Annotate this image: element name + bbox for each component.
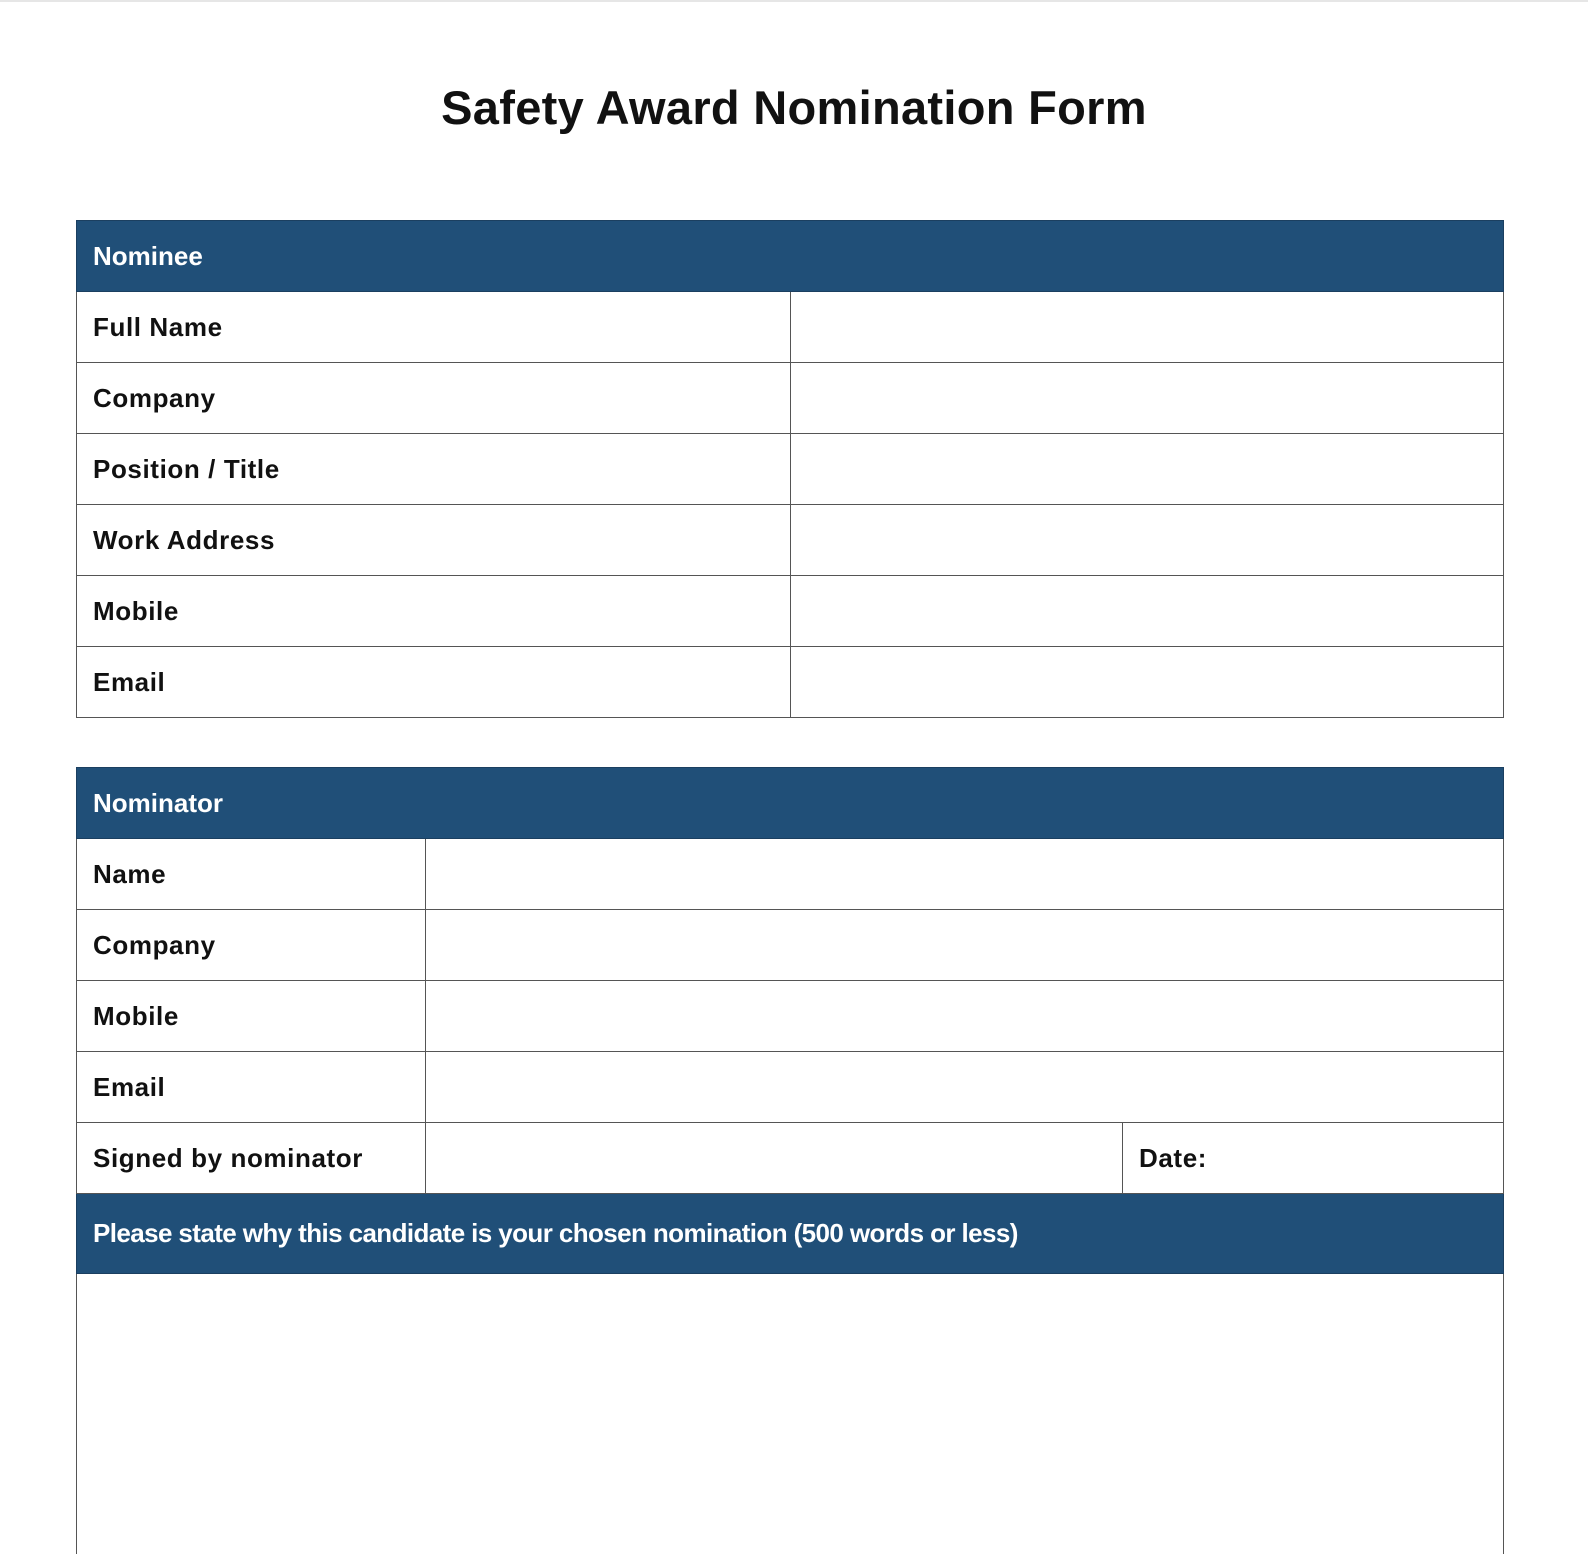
field-label: Work Address [77, 505, 791, 576]
signature-field[interactable] [426, 1123, 1123, 1194]
reason-header: Please state why this candidate is your chosen nomination (500 words or less) [77, 1194, 1504, 1274]
field-label: Email [77, 647, 791, 718]
table-row [77, 1052, 1504, 1123]
table-row [77, 1123, 1504, 1194]
field-label: Mobile [77, 981, 426, 1052]
company-field[interactable] [790, 363, 1504, 434]
table-row [77, 910, 1504, 981]
reason-textarea[interactable] [77, 1274, 1504, 1554]
field-label: Mobile [77, 576, 791, 647]
nominator-name-field[interactable] [426, 839, 1504, 910]
table-row [77, 576, 1504, 647]
top-divider [0, 0, 1588, 2]
nominator-table [76, 767, 1504, 1554]
work-address-field[interactable] [790, 505, 1504, 576]
nominator-company-field[interactable] [426, 910, 1504, 981]
page-title: Safety Award Nomination Form [441, 81, 1147, 134]
table-row [77, 981, 1504, 1052]
field-label: Company [77, 910, 426, 981]
email-field[interactable] [790, 647, 1504, 718]
field-label: Email [77, 1052, 426, 1123]
nominator-header: Nominator [77, 768, 1504, 839]
full-name-field[interactable] [790, 292, 1504, 363]
field-label: Name [77, 839, 426, 910]
table-row [77, 647, 1504, 718]
date-field[interactable]: Date: [1123, 1123, 1504, 1194]
nominee-table [76, 220, 1504, 718]
nominator-mobile-field[interactable] [426, 981, 1504, 1052]
nominee-header: Nominee [77, 221, 1504, 292]
field-label: Company [77, 363, 791, 434]
field-label: Position / Title [77, 434, 791, 505]
table-row [77, 434, 1504, 505]
field-label: Full Name [77, 292, 791, 363]
position-field[interactable] [790, 434, 1504, 505]
table-row [77, 292, 1504, 363]
table-row [77, 363, 1504, 434]
table-row [77, 839, 1504, 910]
mobile-field[interactable] [790, 576, 1504, 647]
table-row [77, 505, 1504, 576]
nominator-email-field[interactable] [426, 1052, 1504, 1123]
field-label: Signed by nominator [77, 1123, 426, 1194]
